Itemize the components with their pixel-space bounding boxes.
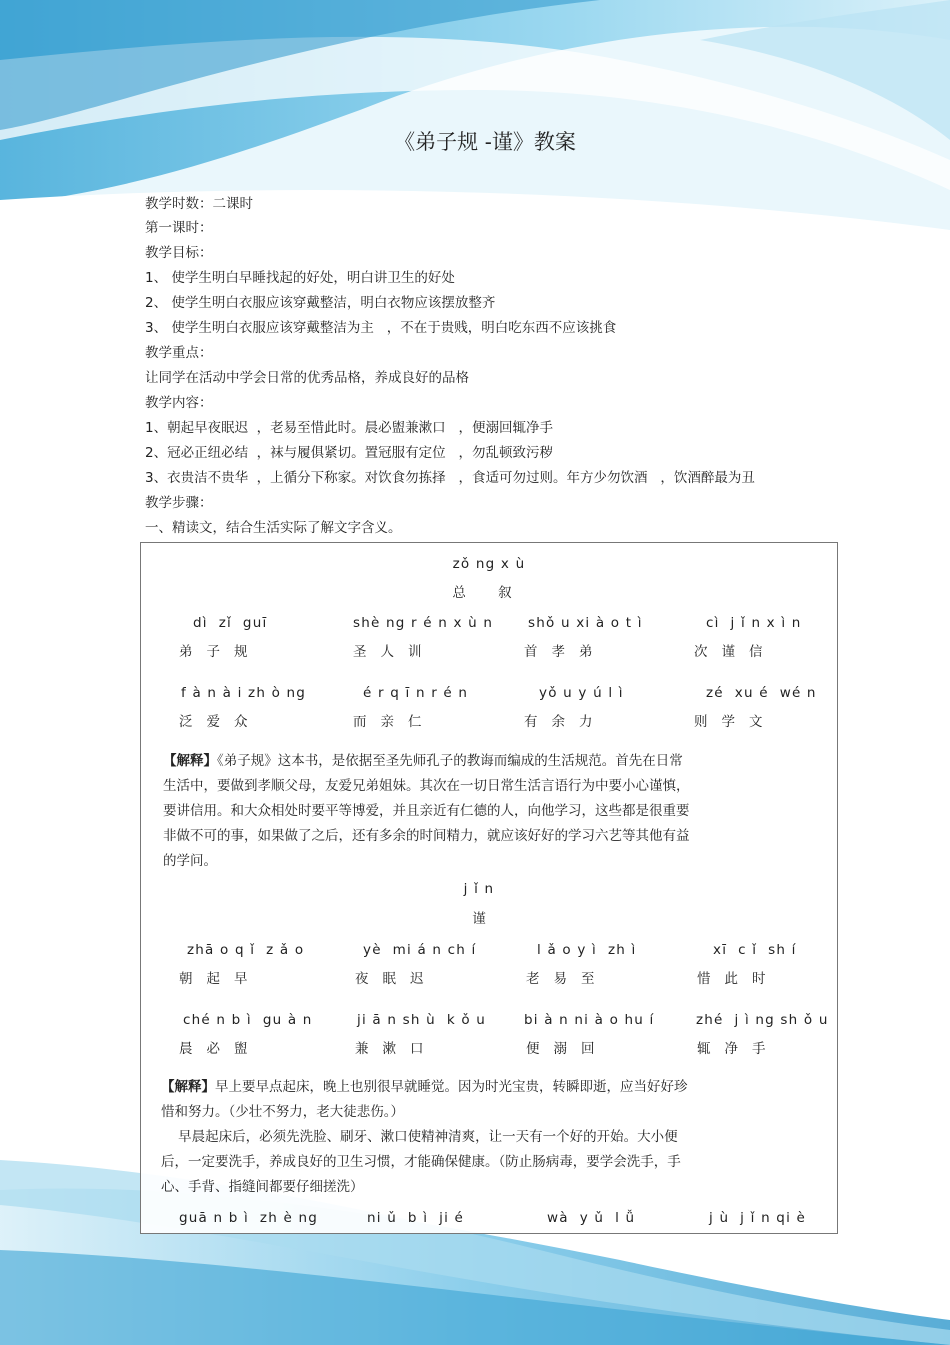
verse-cell: 而亲仁 bbox=[353, 714, 436, 730]
explanation-line: 的学问。 bbox=[163, 853, 217, 869]
pinyin-cell: shǒ u xi à o t ì bbox=[528, 615, 643, 631]
pinyin-cell: l ǎ o y ì zh ì bbox=[537, 942, 637, 958]
pinyin-cell: dì zǐ guī bbox=[193, 615, 268, 631]
pinyin-cell: zé xu é wé n bbox=[706, 685, 817, 701]
header-line: 一、精读文，结合生活实际了解文字含义。 bbox=[145, 520, 402, 536]
verse-cell: 泛爱众 bbox=[179, 714, 262, 730]
header-line: 让同学在活动中学会日常的优秀品格，养成良好的品格 bbox=[145, 370, 469, 386]
header-line: 3、衣贵洁不贵华 ，上循分下称家。对饮食勿拣择 ，食适可勿过则。年方少勿饮酒 ，饮酒醉最为丑 bbox=[145, 470, 755, 486]
verse-cell: 夜眠迟 bbox=[355, 971, 438, 987]
text-box bbox=[140, 542, 838, 1234]
header-line: 教学步骤： bbox=[145, 495, 213, 511]
document-title: 《弟子规 -谨》教案 bbox=[394, 130, 576, 154]
verse-cell: 兼漱口 bbox=[355, 1041, 438, 1057]
verse-cell: 朝起早 bbox=[179, 971, 262, 987]
pinyin-cell: yǒ u y ú l ì bbox=[539, 685, 624, 701]
pinyin-cell: f à n à i zh ò ng bbox=[181, 685, 307, 701]
pinyin-cell: bi à n ni à o hu í bbox=[524, 1012, 655, 1028]
header-line: 1、 使学生明白早睡找起的好处，明白讲卫生的好处 bbox=[145, 270, 455, 286]
header-line: 第一课时： bbox=[145, 220, 213, 236]
header-line: 教学时数：二课时 bbox=[145, 196, 253, 212]
explanation-line: 生活中，要做到孝顺父母，友爱兄弟姐妹。其次在一切日常生活言语行为中要小心谨慎， bbox=[163, 778, 690, 794]
verse-cell: 有余力 bbox=[524, 714, 607, 730]
verse-cell: 便溺回 bbox=[526, 1041, 609, 1057]
verse-cell: 老易至 bbox=[526, 971, 609, 987]
pinyin-cell: ji ā n sh ù k ǒ u bbox=[357, 1012, 487, 1028]
explanation-paragraph bbox=[163, 749, 803, 874]
verse-cell: 圣人训 bbox=[353, 644, 436, 660]
pinyin-cell: ché n b ì gu à n bbox=[183, 1012, 313, 1028]
explanation-line: 非做不可的事，如果做了之后，还有多余的时间精力，就应该好好的学习六艺等其他有益 bbox=[163, 828, 690, 844]
header-line: 教学重点： bbox=[145, 345, 213, 361]
explanation-line: 惜和努力。（少壮不努力，老大徒悲伤。） bbox=[161, 1104, 404, 1120]
explanation-line: 早上要早点起床，晚上也别很早就睡觉。因为时光宝贵，转瞬即逝，应当好好珍 bbox=[215, 1079, 688, 1095]
verse-cell: 次谨信 bbox=[694, 644, 777, 660]
explanation-line: 后，一定要洗手，养成良好的卫生习惯，才能确保健康。（防止肠病毒，要学会洗手，手 bbox=[161, 1154, 681, 1170]
explanation-label: 【解释】 bbox=[161, 1079, 215, 1095]
pinyin-cell: j ù j ǐ n qi è bbox=[709, 1210, 807, 1226]
pinyin-cell: zhé j ì ng sh ǒ u bbox=[696, 1012, 829, 1028]
pinyin-cell: guā n b ì zh è ng bbox=[179, 1210, 318, 1226]
section-heading: 谨 bbox=[472, 911, 486, 927]
explanation-line: 《弟子规》这本书，是依据至圣先师孔子的教诲而编成的生活规范。首先在日常 bbox=[217, 753, 683, 769]
explanation-line: 早晨起床后，必须先洗脸、刷牙、漱口使精神清爽，让一天有一个好的开始。大小便 bbox=[161, 1129, 678, 1145]
pinyin-cell: zhā o q ǐ z ǎ o bbox=[187, 942, 305, 958]
header-line: 教学目标： bbox=[145, 245, 213, 261]
pinyin-cell: xī c ǐ sh í bbox=[713, 942, 797, 958]
explanation-line: 心、手背、指缝间都要仔细搓洗） bbox=[161, 1179, 364, 1195]
header-line: 教学内容： bbox=[145, 395, 213, 411]
explanation-label: 【解释】 bbox=[163, 753, 217, 769]
pinyin-cell: wà y ǔ l ǚ bbox=[547, 1210, 636, 1226]
verse-cell: 首孝弟 bbox=[524, 644, 607, 660]
verse-cell: 惜此时 bbox=[697, 971, 780, 987]
pinyin-cell: cì j ǐ n x ì n bbox=[706, 615, 802, 631]
verse-cell: 弟子规 bbox=[179, 644, 262, 660]
header-line: 1、朝起早夜眠迟 ，老易至惜此时。晨必盥兼漱口 ，便溺回辄净手 bbox=[145, 420, 554, 436]
explanation-paragraph bbox=[161, 1075, 801, 1200]
verse-cell: 则学文 bbox=[694, 714, 777, 730]
verse-cell: 晨必盥 bbox=[179, 1041, 262, 1057]
section-heading-pinyin: j ǐ n bbox=[463, 881, 495, 897]
header-line: 2、冠必正纽必结 ，袜与履俱紧切。置冠服有定位 ，勿乱顿致污秽 bbox=[145, 445, 554, 461]
pinyin-cell: yè mi á n ch í bbox=[363, 942, 477, 958]
pinyin-cell: é r q ī n r é n bbox=[363, 685, 469, 701]
header-line: 2、 使学生明白衣服应该穿戴整洁，明白衣物应该摆放整齐 bbox=[145, 295, 496, 311]
pinyin-cell: shè ng r é n x ù n bbox=[353, 615, 494, 631]
explanation-line: 要讲信用。和大众相处时要平等博爱，并且亲近有仁德的人，向他学习，这些都是很重要 bbox=[163, 803, 690, 819]
header-line: 3、 使学生明白衣服应该穿戴整洁为主 ，不在于贵贱，明白吃东西不应该挑食 bbox=[145, 320, 617, 336]
section-heading: 总 叙 bbox=[452, 585, 526, 601]
verse-cell: 辄净手 bbox=[697, 1041, 780, 1057]
top-wave-decoration bbox=[0, 0, 950, 230]
section-heading-pinyin: zǒ ng x ù bbox=[452, 556, 526, 572]
pinyin-cell: ni ǔ b ì ji é bbox=[367, 1210, 465, 1226]
